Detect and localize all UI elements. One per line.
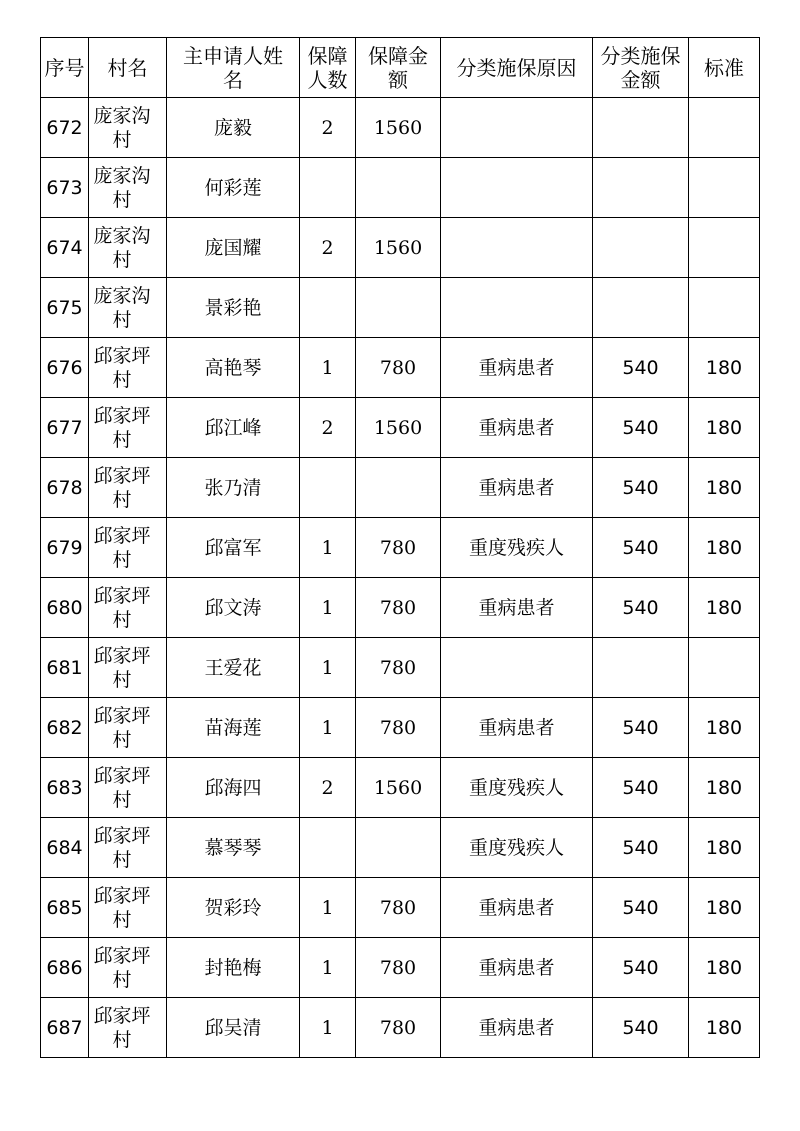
table-row: [41, 938, 760, 998]
header-amount: [356, 38, 441, 98]
cell-applicant: 景彩艳: [167, 278, 300, 338]
cell-village: [89, 638, 167, 698]
table-row: [41, 878, 760, 938]
cell-applicant: 苗海莲: [167, 698, 300, 758]
cell-applicant: 高艳琴: [167, 338, 300, 398]
cell-reason: [441, 638, 593, 698]
village-name: 邱家坪村: [93, 464, 151, 511]
cell-village: [89, 878, 167, 938]
cell-serial: 687: [41, 998, 89, 1058]
village-name: 邱家坪村: [93, 344, 151, 391]
cell-village: [89, 938, 167, 998]
cell-people: 2: [300, 98, 356, 158]
cell-class-amount: 540: [593, 878, 689, 938]
cell-standard: 180: [689, 698, 760, 758]
cell-applicant: 封艳梅: [167, 938, 300, 998]
cell-applicant: 张乃清: [167, 458, 300, 518]
cell-serial: 680: [41, 578, 89, 638]
cell-class-amount: 540: [593, 518, 689, 578]
table-row: [41, 998, 760, 1058]
cell-applicant: 邱文涛: [167, 578, 300, 638]
cell-class-amount: 540: [593, 938, 689, 998]
header-row: [41, 38, 760, 98]
table-row: [41, 398, 760, 458]
village-name: 邱家坪村: [93, 764, 151, 811]
header-reason: 分类施保原因: [441, 38, 593, 98]
cell-reason: 重病患者: [441, 938, 593, 998]
cell-class-amount: [593, 98, 689, 158]
cell-amount: [356, 158, 441, 218]
cell-applicant: 慕琴琴: [167, 818, 300, 878]
cell-applicant: 邱富军: [167, 518, 300, 578]
cell-applicant: 王爱花: [167, 638, 300, 698]
cell-amount: 780: [356, 638, 441, 698]
cell-village: [89, 578, 167, 638]
village-name: 邱家坪村: [93, 524, 151, 571]
cell-reason: 重度残疾人: [441, 758, 593, 818]
cell-people: 1: [300, 698, 356, 758]
table-row: [41, 458, 760, 518]
village-name: 庞家沟村: [93, 164, 151, 211]
cell-standard: 180: [689, 998, 760, 1058]
cell-amount: 1560: [356, 398, 441, 458]
cell-serial: 681: [41, 638, 89, 698]
table-row: [41, 278, 760, 338]
cell-class-amount: [593, 158, 689, 218]
cell-class-amount: 540: [593, 818, 689, 878]
header-amount-label: 保障金额: [368, 43, 428, 92]
cell-village: [89, 218, 167, 278]
cell-serial: 677: [41, 398, 89, 458]
cell-serial: 675: [41, 278, 89, 338]
cell-standard: 180: [689, 758, 760, 818]
cell-standard: 180: [689, 338, 760, 398]
header-people-label: 保障人数: [307, 43, 348, 92]
cell-applicant: 邱海四: [167, 758, 300, 818]
village-name: 邱家坪村: [93, 824, 151, 871]
village-name: 邱家坪村: [93, 404, 151, 451]
cell-village: [89, 818, 167, 878]
cell-reason: 重度残疾人: [441, 518, 593, 578]
cell-standard: 180: [689, 818, 760, 878]
cell-reason: 重病患者: [441, 398, 593, 458]
cell-class-amount: 540: [593, 998, 689, 1058]
cell-applicant: 邱吴清: [167, 998, 300, 1058]
header-applicant-label: 主申请人姓名: [183, 43, 283, 92]
cell-class-amount: 540: [593, 698, 689, 758]
cell-people: 2: [300, 218, 356, 278]
cell-village: [89, 158, 167, 218]
cell-people: 1: [300, 578, 356, 638]
cell-amount: 780: [356, 698, 441, 758]
cell-amount: 780: [356, 578, 441, 638]
cell-class-amount: 540: [593, 758, 689, 818]
cell-standard: 180: [689, 878, 760, 938]
cell-class-amount: 540: [593, 458, 689, 518]
table-body: [41, 98, 760, 1058]
cell-amount: 780: [356, 518, 441, 578]
cell-reason: 重病患者: [441, 458, 593, 518]
cell-people: 2: [300, 398, 356, 458]
cell-reason: 重病患者: [441, 578, 593, 638]
cell-serial: 684: [41, 818, 89, 878]
cell-reason: [441, 158, 593, 218]
cell-village: [89, 758, 167, 818]
cell-standard: 180: [689, 578, 760, 638]
cell-reason: [441, 98, 593, 158]
cell-serial: 686: [41, 938, 89, 998]
village-name: 邱家坪村: [93, 1004, 151, 1051]
cell-reason: 重病患者: [441, 338, 593, 398]
table-row: [41, 98, 760, 158]
header-class-amount: [593, 38, 689, 98]
cell-standard: [689, 218, 760, 278]
cell-amount: 1560: [356, 758, 441, 818]
cell-people: [300, 458, 356, 518]
cell-serial: 673: [41, 158, 89, 218]
cell-amount: [356, 278, 441, 338]
cell-class-amount: [593, 638, 689, 698]
header-standard: 标准: [689, 38, 760, 98]
cell-standard: [689, 638, 760, 698]
cell-people: 1: [300, 938, 356, 998]
table-row: [41, 218, 760, 278]
cell-village: [89, 338, 167, 398]
cell-reason: 重病患者: [441, 998, 593, 1058]
cell-people: 1: [300, 638, 356, 698]
cell-reason: 重病患者: [441, 698, 593, 758]
cell-serial: 672: [41, 98, 89, 158]
cell-reason: 重病患者: [441, 878, 593, 938]
cell-amount: 780: [356, 998, 441, 1058]
cell-serial: 683: [41, 758, 89, 818]
table-row: [41, 638, 760, 698]
village-name: 邱家坪村: [93, 584, 151, 631]
header-class-amount-label: 分类施保金额: [600, 43, 681, 92]
table-row: [41, 698, 760, 758]
cell-people: 1: [300, 518, 356, 578]
cell-people: [300, 278, 356, 338]
cell-people: [300, 158, 356, 218]
cell-applicant: 庞毅: [167, 98, 300, 158]
cell-applicant: 庞国耀: [167, 218, 300, 278]
cell-standard: 180: [689, 398, 760, 458]
table-row: [41, 158, 760, 218]
cell-people: 2: [300, 758, 356, 818]
cell-amount: 1560: [356, 98, 441, 158]
village-name: 邱家坪村: [93, 944, 151, 991]
cell-amount: 780: [356, 878, 441, 938]
header-village: 村名: [89, 38, 167, 98]
table-row: [41, 758, 760, 818]
cell-amount: 1560: [356, 218, 441, 278]
cell-standard: 180: [689, 518, 760, 578]
cell-standard: [689, 158, 760, 218]
cell-class-amount: 540: [593, 338, 689, 398]
cell-serial: 678: [41, 458, 89, 518]
village-name: 庞家沟村: [93, 284, 151, 331]
table-row: [41, 338, 760, 398]
header-applicant: [167, 38, 300, 98]
table-row: [41, 818, 760, 878]
cell-class-amount: [593, 218, 689, 278]
cell-amount: 780: [356, 338, 441, 398]
assistance-table: [40, 37, 760, 1058]
village-name: 邱家坪村: [93, 644, 151, 691]
cell-serial: 682: [41, 698, 89, 758]
table-row: [41, 518, 760, 578]
cell-standard: [689, 98, 760, 158]
village-name: 邱家坪村: [93, 884, 151, 931]
cell-people: 1: [300, 998, 356, 1058]
table-row: [41, 578, 760, 638]
village-name: 邱家坪村: [93, 704, 151, 751]
cell-amount: [356, 458, 441, 518]
cell-village: [89, 698, 167, 758]
cell-village: [89, 398, 167, 458]
village-name: 庞家沟村: [93, 224, 151, 271]
cell-class-amount: [593, 278, 689, 338]
cell-people: 1: [300, 338, 356, 398]
cell-reason: [441, 218, 593, 278]
cell-standard: 180: [689, 938, 760, 998]
cell-applicant: 邱江峰: [167, 398, 300, 458]
header-people: [300, 38, 356, 98]
cell-class-amount: 540: [593, 398, 689, 458]
cell-amount: [356, 818, 441, 878]
cell-village: [89, 458, 167, 518]
cell-applicant: 何彩莲: [167, 158, 300, 218]
cell-serial: 685: [41, 878, 89, 938]
cell-village: [89, 278, 167, 338]
cell-people: 1: [300, 878, 356, 938]
header-serial: 序号: [41, 38, 89, 98]
cell-reason: 重度残疾人: [441, 818, 593, 878]
cell-standard: [689, 278, 760, 338]
cell-amount: 780: [356, 938, 441, 998]
cell-village: [89, 98, 167, 158]
cell-serial: 676: [41, 338, 89, 398]
cell-reason: [441, 278, 593, 338]
cell-class-amount: 540: [593, 578, 689, 638]
cell-applicant: 贺彩玲: [167, 878, 300, 938]
village-name: 庞家沟村: [93, 104, 151, 151]
cell-serial: 679: [41, 518, 89, 578]
cell-people: [300, 818, 356, 878]
cell-village: [89, 518, 167, 578]
cell-serial: 674: [41, 218, 89, 278]
cell-standard: 180: [689, 458, 760, 518]
cell-village: [89, 998, 167, 1058]
